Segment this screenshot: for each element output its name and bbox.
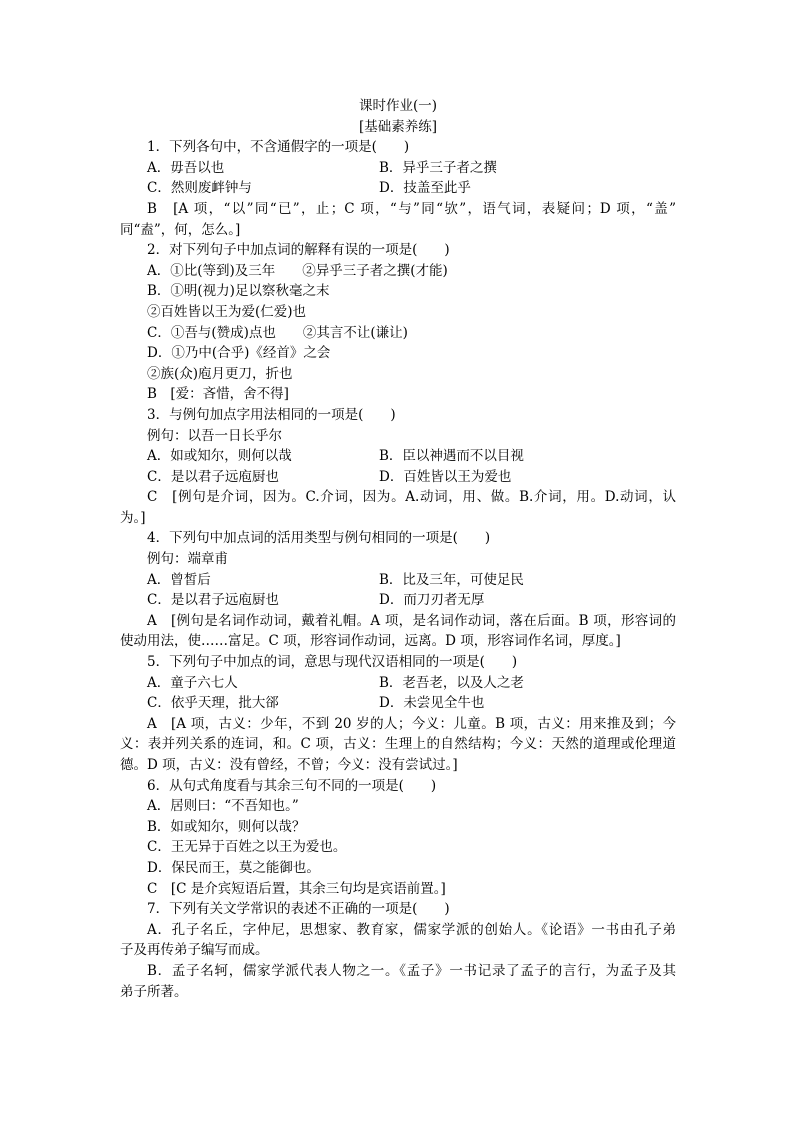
question-3-answer-line-2: 为。] xyxy=(120,509,146,526)
question-5-option-a: A．童子六七人 xyxy=(147,674,238,691)
question-2-option-c: C．①吾与(赞成)点也 ②其言不让(谦让) xyxy=(147,324,408,341)
question-7-stem: 7．下列有关文学常识的表述不正确的一项是( ) xyxy=(147,901,450,918)
question-1-option-b: B．异乎三子者之撰 xyxy=(379,159,497,176)
question-4-option-a: A．曾皙后 xyxy=(147,571,211,588)
question-1-options-row-2 xyxy=(120,178,676,199)
question-1-option-d: D．技盖至此乎 xyxy=(379,180,471,197)
question-1-answer-line-2: 同“盍”，何，怎么。] xyxy=(120,221,241,238)
question-2-option-d-line-1: D．①乃中(合乎)《经首》之会 xyxy=(147,345,331,362)
question-5-stem: 5．下列句子中加点的词，意思与现代汉语相同的一项是( ) xyxy=(147,654,518,671)
question-5-options-row-1 xyxy=(120,673,676,694)
question-2-option-b-line-2: ②百姓皆以王为爱(仁爱)也 xyxy=(147,303,307,320)
question-5-option-d: D．未尝见全牛也 xyxy=(379,695,485,712)
question-4-options-row-1 xyxy=(120,570,676,591)
question-3-answer-line-1: C [例句是介词，因为。C.介词，因为。A.动词，用、做。B.介词，用。D.动词，认 xyxy=(147,489,676,506)
question-3-option-b: B．臣以神遇而不以目视 xyxy=(379,448,524,465)
question-3-option-d: D．百姓皆以王为爱也 xyxy=(379,468,512,485)
question-1-option-a: A．毋吾以也 xyxy=(147,159,225,176)
question-5-answer-line-2: 义：表并列关系的连词，和。C 项，古义：生理上的自然结构；今义：天然的道理或伦理道 xyxy=(120,736,676,753)
question-4-example: 例句：端章甫 xyxy=(147,551,228,568)
question-6-stem: 6．从句式角度看与其余三句不同的一项是( ) xyxy=(147,777,437,794)
section-heading: [基础素养练] xyxy=(358,118,438,135)
question-5-answer-line-3: 德。D 项，古义：没有曾经，不曾；今义：没有尝试过。] xyxy=(120,757,458,773)
question-3-option-c: C．是以君子远庖厨也 xyxy=(147,468,279,485)
question-2-option-d-line-2: ②族(众)庖月更刀，折也 xyxy=(147,365,293,382)
question-2-option-a: A．①比(等到)及三年 ②异乎三子者之撰(才能) xyxy=(147,262,448,279)
question-3-options-row-1 xyxy=(120,446,676,467)
question-3-stem: 3．与例句加点字用法相同的一项是( ) xyxy=(147,406,396,423)
question-6-option-c: C．王无异于百姓之以王为爱也。 xyxy=(147,839,347,856)
question-3-example: 例句：以吾一日长乎尔 xyxy=(147,427,282,444)
question-5-option-b: B．老吾老，以及人之老 xyxy=(379,674,524,691)
question-2-answer: B [爱：吝惜，舍不得] xyxy=(147,386,289,403)
question-4-option-c: C．是以君子远庖厨也 xyxy=(147,592,279,609)
question-3-option-a: A．如或知尔，则何以哉 xyxy=(147,448,292,465)
question-7-option-a-line-2: 子及再传弟子编写而成。 xyxy=(120,942,269,959)
question-1-answer-line-1: B [A 项，“以”同“已”，止；C 项，“与”同“欤”，语气词，表疑问；D 项，“盖” xyxy=(147,200,676,217)
question-2-option-b-line-1: B．①明(视力)足以察秋毫之末 xyxy=(147,283,330,300)
document-title: 课时作业(一) xyxy=(358,98,438,114)
question-4-options-row-2 xyxy=(120,590,676,611)
question-6-option-a: A．居则曰：“不吾知也。” xyxy=(147,798,299,815)
question-1-options-row-1 xyxy=(120,158,676,179)
question-4-option-d: D．而刀刃者无厚 xyxy=(379,592,485,609)
question-4-stem: 4．下列句中加点词的活用类型与例句相同的一项是( ) xyxy=(147,530,491,547)
question-6-option-b: B．如或知尔，则何以哉？ xyxy=(147,818,306,835)
question-6-option-d: D．保民而王，莫之能御也。 xyxy=(147,859,320,876)
question-7-option-b-line-2: 弟子所著。 xyxy=(120,983,188,1000)
question-1-option-c: C．然则废衅钟与 xyxy=(147,180,252,197)
question-4-answer-line-1: A [例句是名词作动词，戴着礼帽。A 项，是名词作动词，落在后面。B 项，形容词的 xyxy=(147,612,676,629)
question-2-stem: 2．对下列句子中加点词的解释有误的一项是( ) xyxy=(147,242,450,259)
question-4-answer-line-2: 使动用法，使……富足。C 项，形容词作动词，远离。D 项，形容词作名词，厚度。] xyxy=(120,633,621,650)
question-7-option-a-line-1: A．孔子名丘，字仲尼，思想家、教育家，儒家学派的创始人。《论语》一书由孔子弟 xyxy=(147,921,676,938)
question-5-options-row-2 xyxy=(120,693,676,714)
question-5-answer-line-1: A [A 项，古义：少年，不到 20 岁的人；今义：儿童。B 项，古义：用来推及到；今 xyxy=(147,715,676,732)
question-1-stem: 1．下列各句中，不含通假字的一项是( ) xyxy=(147,139,410,156)
document-body xyxy=(120,96,676,1002)
question-4-option-b: B．比及三年，可使足民 xyxy=(379,571,524,588)
question-7-option-b-line-1: B．孟子名轲，儒家学派代表人物之一。《孟子》一书记录了孟子的言行，为孟子及其 xyxy=(147,962,676,979)
question-5-option-c: C．依乎天理，批大郤 xyxy=(147,695,279,712)
question-6-answer: C [C 是介宾短语后置，其余三句均是宾语前置。] xyxy=(147,880,446,897)
question-3-options-row-2 xyxy=(120,467,676,488)
